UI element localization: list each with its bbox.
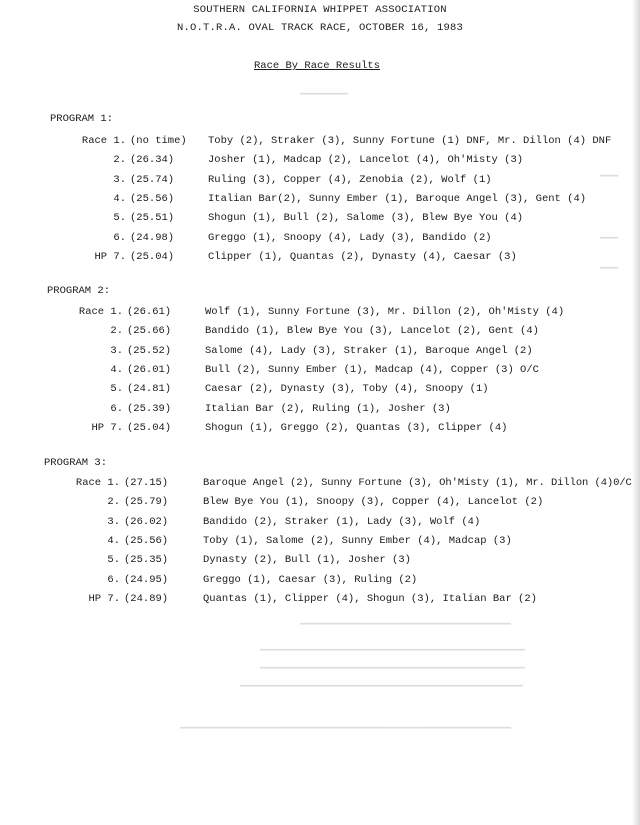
race-time: (25.56) [130,193,175,205]
race-number: 3. [110,345,123,357]
race-time: (25.39) [127,403,172,415]
race-results: Bull (2), Sunny Ember (1), Madcap (4), Copper (3) O/C [205,364,539,376]
race-results: Bandido (2), Straker (1), Lady (3), Wolf (4) [203,516,481,528]
race-results: Shogun (1), Bull (2), Salome (3), Blew Bye You (4) [208,212,524,224]
race-results: Bandido (1), Blew Bye You (3), Lancelot (2), Gent (4) [205,325,539,337]
bleed-through-mark: ▁▁▁▁▁▁▁▁▁▁▁▁▁▁▁▁▁▁▁▁▁▁▁▁▁▁▁▁▁▁▁▁▁▁▁▁▁▁▁▁▁▁▁▁ [260,659,525,670]
race-time: (27.15) [124,477,169,489]
bleed-through-mark: ▁▁▁ [600,259,619,270]
race-time: (25.66) [127,325,172,337]
race-number: 2. [107,496,120,508]
race-time: (25.79) [124,496,169,508]
race-row [0,232,640,248]
race-row [0,574,640,590]
race-row [0,383,640,399]
race-number: 6. [110,403,123,415]
race-time: (25.35) [124,554,169,566]
race-results: Toby (2), Straker (3), Sunny Fortune (1) DNF, Mr. Dillon (4) DNF [208,135,612,147]
race-time: (25.56) [124,535,169,547]
race-row [0,554,640,570]
race-results: Quantas (1), Clipper (4), Shogun (3), Italian Bar (2) [203,593,537,605]
race-number: HP 7. [94,251,126,263]
race-time: (25.74) [130,174,175,186]
race-number: 4. [107,535,120,547]
race-results: Salome (4), Lady (3), Straker (1), Baroque Angel (2) [205,345,533,357]
race-number: 2. [110,325,123,337]
race-row [0,154,640,170]
race-results: Josher (1), Madcap (2), Lancelot (4), Oh'Misty (3) [208,154,524,166]
race-results: Ruling (3), Copper (4), Zenobia (2), Wolf (1) [208,174,492,186]
race-time: (26.01) [127,364,172,376]
program-heading: PROGRAM 3: [44,457,108,469]
race-row [0,135,640,151]
race-results: Clipper (1), Quantas (2), Dynasty (4), Caesar (3) [208,251,517,263]
race-row [0,535,640,551]
race-number: HP 7. [91,422,123,434]
race-number: 4. [110,364,123,376]
race-number: 5. [113,212,126,224]
race-number: 5. [107,554,120,566]
race-row [0,496,640,512]
race-time: (24.81) [127,383,172,395]
bleed-through-mark: ▁▁▁▁▁▁▁▁▁▁▁▁▁▁▁▁▁▁▁▁▁▁▁▁▁▁▁▁▁▁▁▁▁▁▁ [300,615,511,626]
race-row [0,212,640,228]
race-row [0,593,640,609]
race-results: Wolf (1), Sunny Fortune (3), Mr. Dillon (2), Oh'Misty (4) [205,306,565,318]
event-title: N.O.T.R.A. OVAL TRACK RACE, OCTOBER 16, 1983 [176,22,464,34]
race-results: Shogun (1), Greggo (2), Quantas (3), Clipper (4) [205,422,508,434]
race-row [0,325,640,341]
race-results: Caesar (2), Dynasty (3), Toby (4), Snoopy (1) [205,383,489,395]
bleed-through-mark: ▁▁▁▁▁▁▁▁▁▁▁▁▁▁▁▁▁▁▁▁▁▁▁▁▁▁▁▁▁▁▁▁▁▁▁▁▁▁▁▁▁▁▁▁▁▁▁ [240,677,523,688]
race-row [0,403,640,419]
race-time: (25.04) [127,422,172,434]
race-time: (no time) [130,135,187,147]
race-time: (26.34) [130,154,175,166]
race-time: (24.95) [124,574,169,586]
race-number: Race 1. [81,135,126,147]
race-row [0,174,640,190]
race-time: (24.89) [124,593,169,605]
bleed-through-mark: ▁▁▁ [600,229,619,240]
race-results: Baroque Angel (2), Sunny Fortune (3), Oh'Misty (1), Mr. Dillon (4)0/C [203,477,632,489]
race-results: Greggo (1), Snoopy (4), Lady (3), Bandido (2) [208,232,492,244]
association-title: SOUTHERN CALIFORNIA WHIPPET ASSOCIATION [193,4,447,16]
race-row [0,306,640,322]
race-results: Greggo (1), Caesar (3), Ruling (2) [203,574,418,586]
race-results: Italian Bar(2), Sunny Ember (1), Baroque Angel (3), Gent (4) [208,193,587,205]
race-number: 3. [107,516,120,528]
race-results: Toby (1), Salome (2), Sunny Ember (4), Madcap (3) [203,535,512,547]
race-results: Dynasty (2), Bull (1), Josher (3) [203,554,411,566]
race-number: 2. [113,154,126,166]
race-row [0,516,640,532]
race-time: (26.02) [124,516,169,528]
race-number: 6. [107,574,120,586]
race-time: (25.51) [130,212,175,224]
race-number: HP 7. [88,593,120,605]
race-number: 6. [113,232,126,244]
bleed-through-mark: ▁▁▁▁▁▁▁▁▁▁▁▁▁▁▁▁▁▁▁▁▁▁▁▁▁▁▁▁▁▁▁▁▁▁▁▁▁▁▁▁▁▁▁▁ [260,641,525,652]
race-row [0,251,640,267]
race-row [0,364,640,380]
race-number: 3. [113,174,126,186]
race-results: Blew Bye You (1), Snoopy (3), Copper (4), Lancelot (2) [203,496,544,508]
race-row [0,193,640,209]
bleed-through-mark: ▁▁▁▁▁▁▁▁ [300,85,349,96]
race-results: Italian Bar (2), Ruling (1), Josher (3) [205,403,451,415]
bleed-through-mark: ▁▁▁▁▁▁▁▁▁▁▁▁▁▁▁▁▁▁▁▁▁▁▁▁▁▁▁▁▁▁▁▁▁▁▁▁▁▁▁▁▁▁▁▁▁▁▁▁▁▁▁▁▁▁▁ [180,719,512,730]
bleed-through-mark: ▁▁▁ [600,167,619,178]
program-heading: PROGRAM 1: [50,113,114,125]
page-subtitle: Race By Race Results [254,60,381,72]
race-number: Race 1. [78,306,123,318]
race-time: (24.98) [130,232,175,244]
race-time: (26.61) [127,306,172,318]
race-number: 5. [110,383,123,395]
program-heading: PROGRAM 2: [47,285,111,297]
race-row [0,477,640,493]
race-number: Race 1. [75,477,120,489]
race-row [0,422,640,438]
race-time: (25.04) [130,251,175,263]
race-row [0,345,640,361]
race-time: (25.52) [127,345,172,357]
race-number: 4. [113,193,126,205]
